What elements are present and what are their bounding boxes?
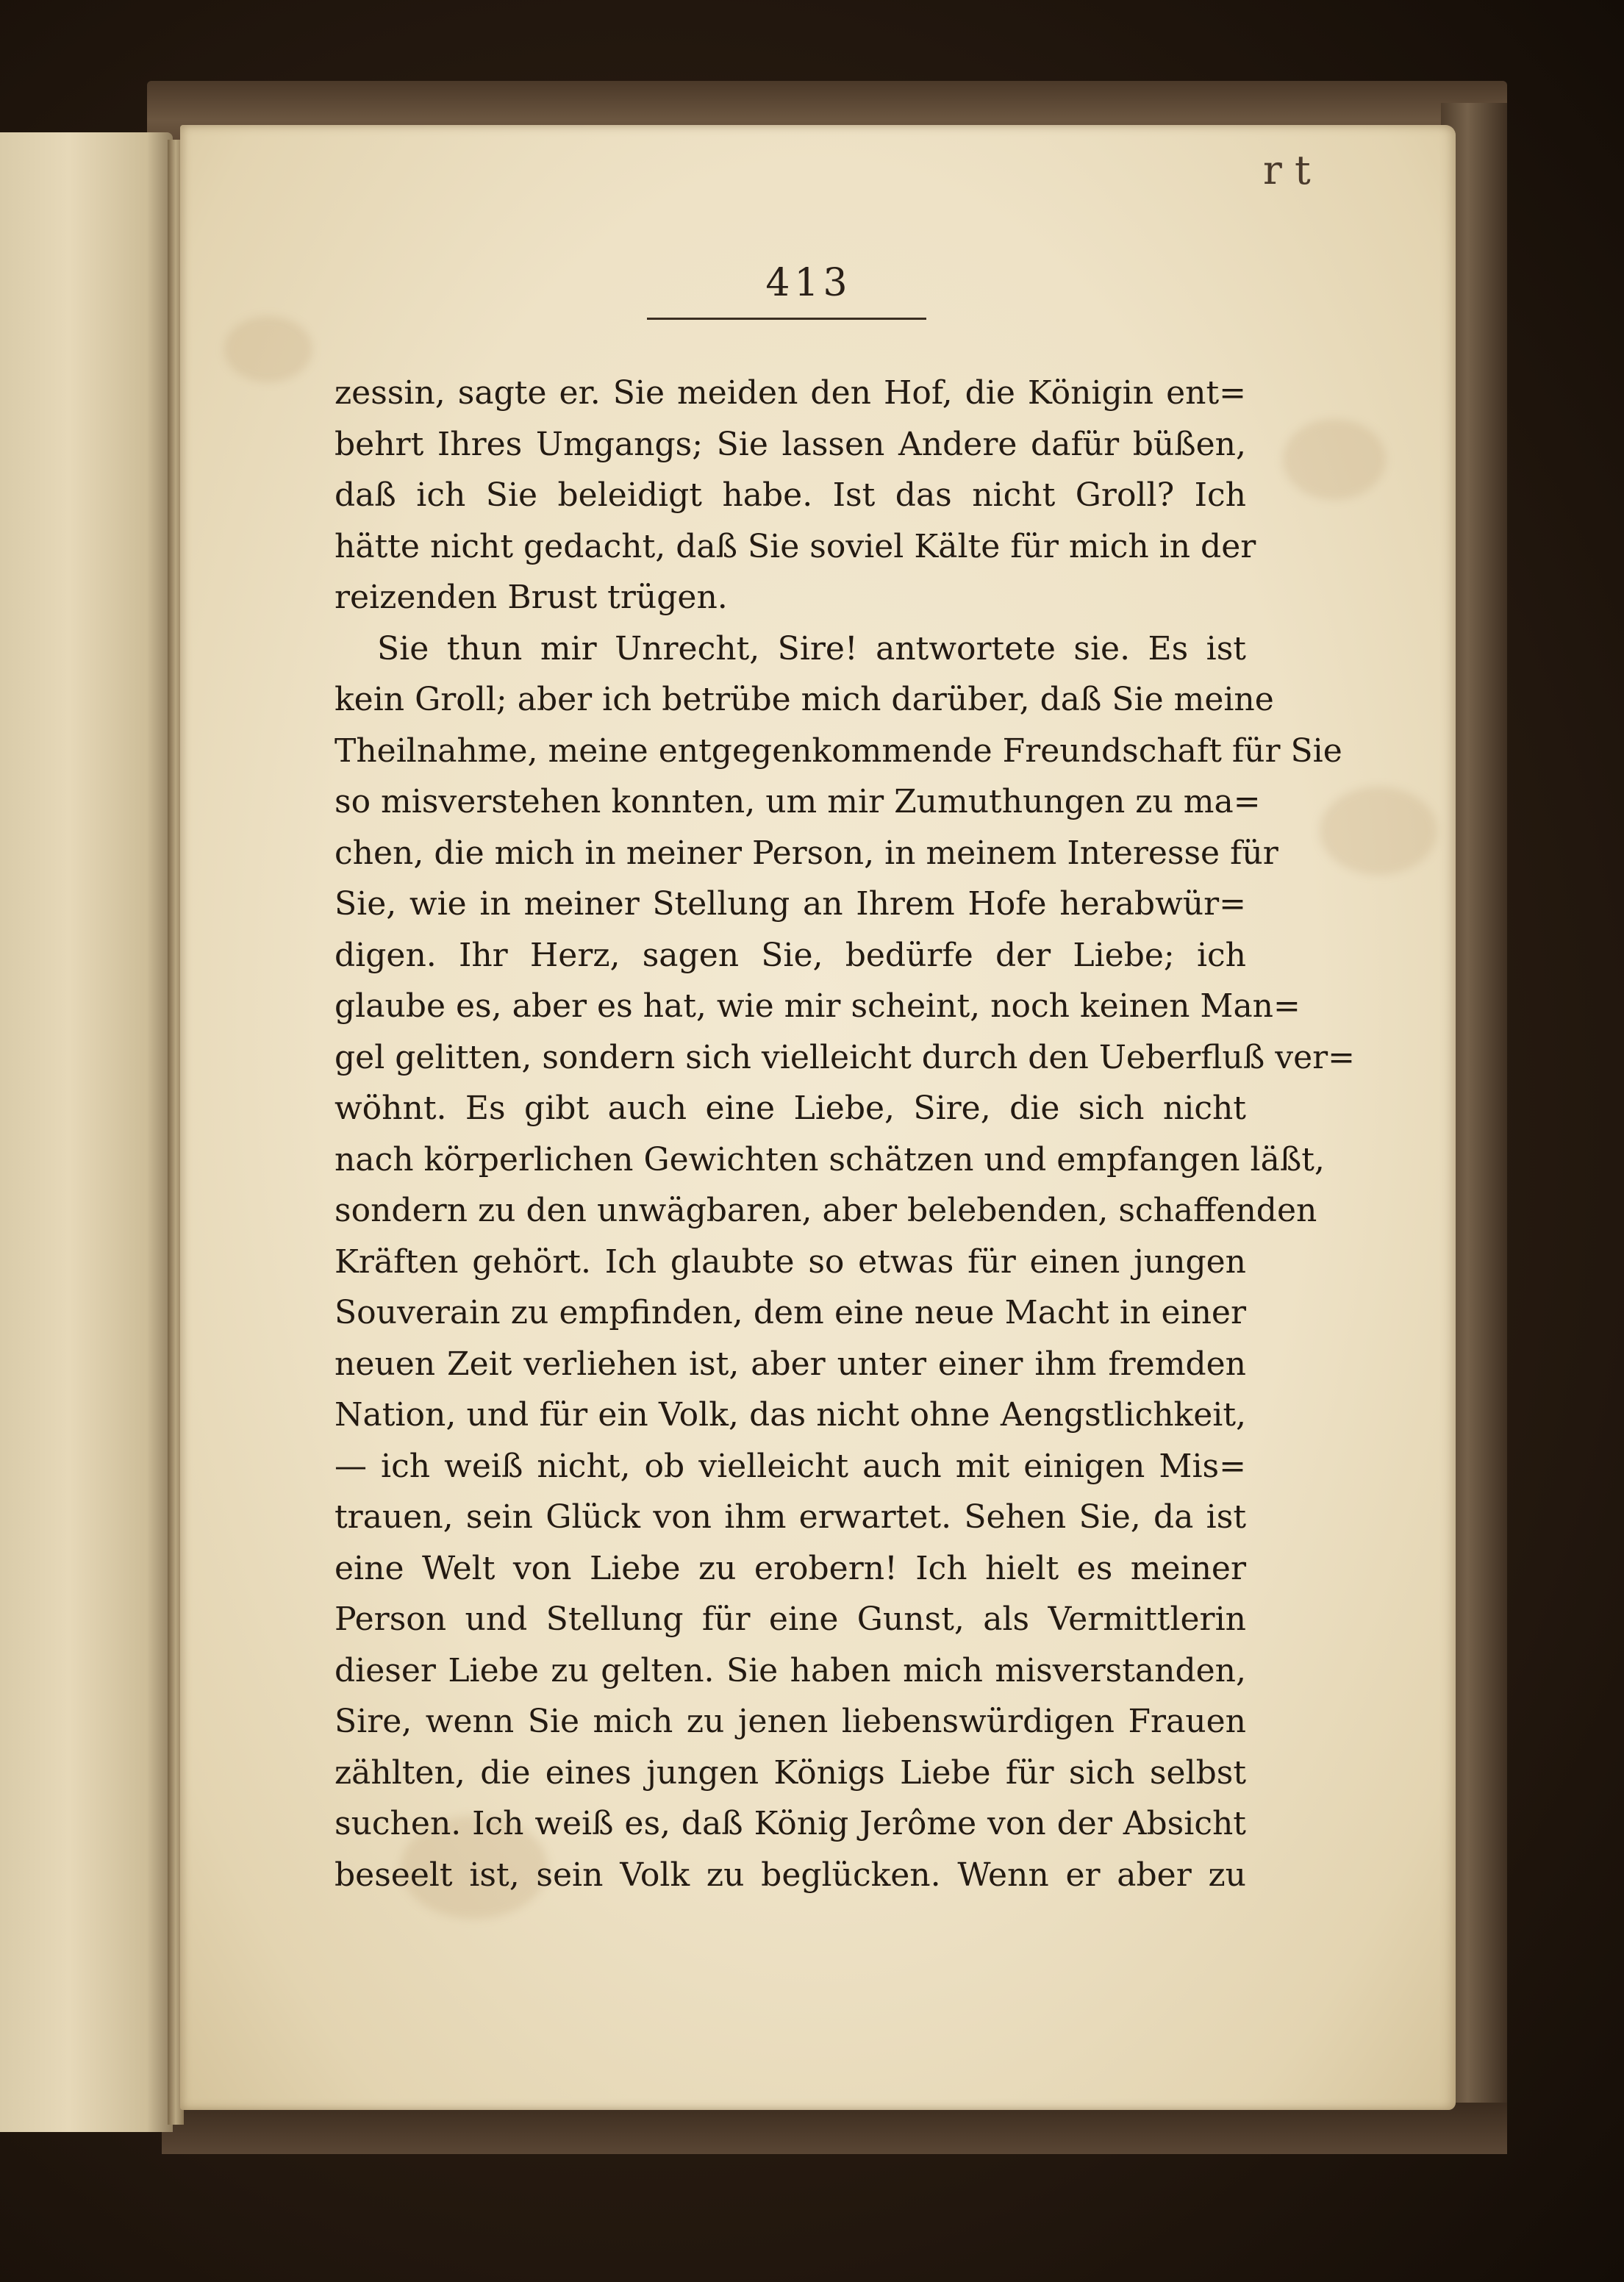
text-line: so misverstehen konnten, um mir Zumuthungen zu ma=: [335, 783, 1261, 820]
text-line: dieser Liebe zu gelten. Sie haben mich misverstanden,: [335, 1651, 1246, 1689]
text-line: behrt Ihres Umgangs; Sie lassen Andere dafür büßen,: [335, 425, 1246, 463]
page-number: 413: [765, 261, 852, 305]
paper-stain: [224, 316, 312, 382]
left-page-edge: [0, 132, 173, 2132]
text-line: Nation, und für ein Volk, das nicht ohne Aengstlichkeit,: [335, 1396, 1246, 1434]
text-line: gel gelitten, sondern sich vielleicht durch den Ueberfluß ver=: [335, 1038, 1356, 1076]
text-line: zessin, sagte er. Sie meiden den Hof, die Königin ent=: [335, 374, 1246, 412]
text-line: sondern zu den unwägbaren, aber belebenden, schaffenden: [335, 1192, 1317, 1229]
text-line: Person und Stellung für eine Gunst, als Vermittlerin: [335, 1600, 1246, 1638]
text-line: — ich weiß nicht, ob vielleicht auch mit einigen Mis=: [335, 1447, 1246, 1485]
text-line: eine Welt von Liebe zu erobern! Ich hielt es meiner: [335, 1549, 1246, 1587]
text-line: trauen, sein Glück von ihm erwartet. Sehen Sie, da ist: [335, 1498, 1246, 1536]
text-line: Sie thun mir Unrecht, Sire! antwortete sie. Es ist: [377, 629, 1246, 668]
text-line: Kräften gehört. Ich glaubte so etwas für einen jungen: [335, 1242, 1246, 1281]
text-line: glaube es, aber es hat, wie mir scheint, noch keinen Man=: [335, 987, 1301, 1025]
text-line: reizenden Brust trügen.: [335, 579, 728, 616]
text-line: Sire, wenn Sie mich zu jenen liebenswürdigen Frauen: [335, 1703, 1246, 1740]
page-corner-mark: r t: [1263, 147, 1311, 193]
text-line: Sie, wie in meiner Stellung an Ihrem Hofe herabwür=: [335, 885, 1246, 923]
book-cover-bottom-edge: [162, 2103, 1507, 2154]
text-line: nach körperlichen Gewichten schätzen und empfangen läßt,: [335, 1140, 1325, 1178]
paper-stain: [1283, 419, 1386, 500]
text-line: Theilnahme, meine entgegenkommende Freundschaft für Sie: [335, 732, 1342, 770]
text-line: Souverain zu empfinden, dem eine neue Macht in einer: [335, 1294, 1246, 1331]
header-rule: [647, 318, 926, 320]
text-line: chen, die mich in meiner Person, in meinem Interesse für: [335, 834, 1278, 872]
text-line: daß ich Sie beleidigt habe. Ist das nicht Groll? Ich: [335, 476, 1246, 514]
text-line: kein Groll; aber ich betrübe mich darüber, daß Sie meine: [335, 681, 1274, 718]
text-line: neuen Zeit verliehen ist, aber unter einer ihm fremden: [335, 1345, 1246, 1383]
text-line: digen. Ihr Herz, sagen Sie, bedürfe der Liebe; ich: [335, 936, 1246, 974]
body-text: [335, 368, 1356, 1900]
text-line: wöhnt. Es gibt auch eine Liebe, Sire, die sich nicht: [335, 1090, 1246, 1127]
text-line: hätte nicht gedacht, daß Sie soviel Kälte für mich in der: [335, 527, 1256, 565]
text-line: suchen. Ich weiß es, daß König Jerôme von der Absicht: [335, 1805, 1246, 1842]
text-line: zählten, die eines jungen Königs Liebe für sich selbst: [335, 1753, 1246, 1792]
paper-stain: [1320, 787, 1437, 875]
text-line: beseelt ist, sein Volk zu beglücken. Wenn er aber zu: [335, 1856, 1246, 1894]
